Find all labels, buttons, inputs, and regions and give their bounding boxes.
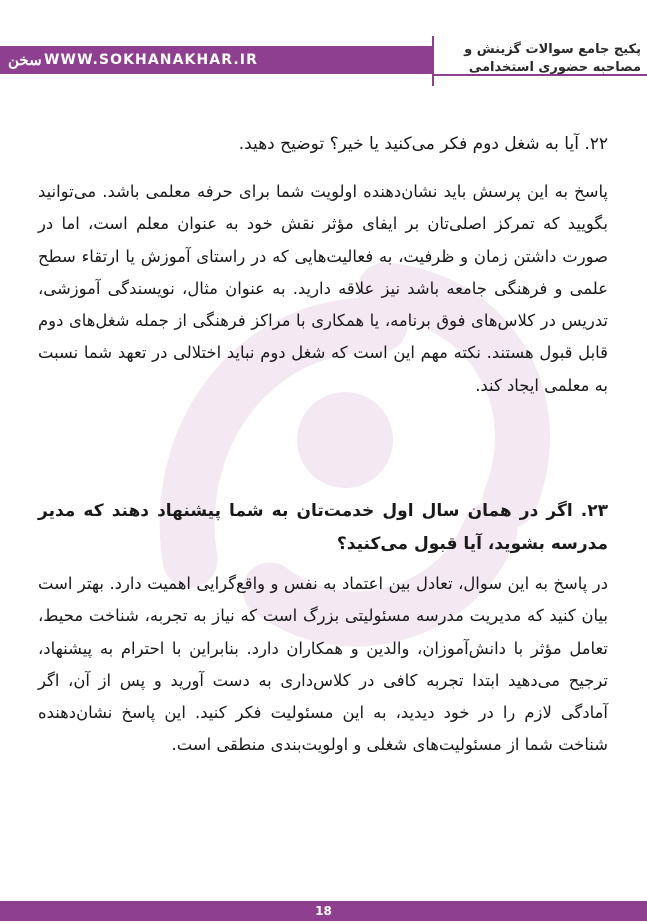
answer-23-text: در پاسخ به این سوال، تعادل بین اعتماد به نفس و واقع‌گرایی اهمیت دارد. بهتر است بیان کنید که مدیریت مدرسه مسئولیتی بزرگ است که نیاز به تجربه، شناخت محیط، تعامل مؤثر با دانش‌آموزان، والدین و همکاران دارد. بنابراین با احترام به پیشنهاد، ترجیح می‌دهید ابتدا تجربه کافی در کلاس‌داری به دست آورید و پس از آن، اگر آمادگی لازم را در خود دیدید، به این مسئولیت فکر کنید. این پاسخ نشان‌دهنده شناخت شما از مسئولیت‌های شغلی و اولویت‌بندی منطقی است. bbox=[38, 574, 608, 755]
question-23-text: ۲۳. اگر در همان سال اول خدمت‌تان به شما پیشنهاد دهند که مدیر مدرسه بشوید، آیا قبول می‌کنید؟ bbox=[38, 501, 608, 554]
header-title-line1: پکیج جامع سوالات گزینش و bbox=[464, 42, 641, 57]
header-title-box bbox=[432, 36, 647, 86]
question-23 bbox=[38, 495, 608, 561]
header-divider bbox=[432, 36, 434, 86]
answer-23 bbox=[38, 568, 608, 762]
question-22 bbox=[38, 128, 608, 161]
answer-22-text: پاسخ به این پرسش باید نشان‌دهنده اولویت شما برای حرفه معلمی باشد. می‌توانید بگویید که تمرکز اصلی‌تان بر ایفای مؤثر نقش خود به عنوان معلم است، اما در صورت داشتن زمان و ظرفیت، به فعالیت‌هایی که در راستای آموزش یا ارتقاء سطح علمی و فرهنگی جامعه باشد نیز علاقه دارید. به عنوان مثال، نویسندگی آموزشی، تدریس در کلاس‌های فوق برنامه، یا همکاری با مراکز فرهنگی از جمله شغل‌های دوم قابل قبول هستند. نکته مهم این است که شغل دوم نباید اختلالی در تعهد شما نسبت به معلمی ایجاد کند. bbox=[38, 182, 608, 395]
question-22-text: ۲۲. آیا به شغل دوم فکر می‌کنید یا خیر؟ توضیح دهید. bbox=[238, 134, 608, 154]
site-logo-icon: سخن bbox=[8, 51, 42, 69]
site-url-link[interactable]: WWW.SOKHANAKHAR.IR bbox=[44, 52, 258, 68]
header-title-line2: مصاحبه حضوری استخدامی bbox=[468, 60, 641, 75]
answer-22 bbox=[38, 176, 608, 402]
page-number: 18 bbox=[315, 904, 332, 918]
